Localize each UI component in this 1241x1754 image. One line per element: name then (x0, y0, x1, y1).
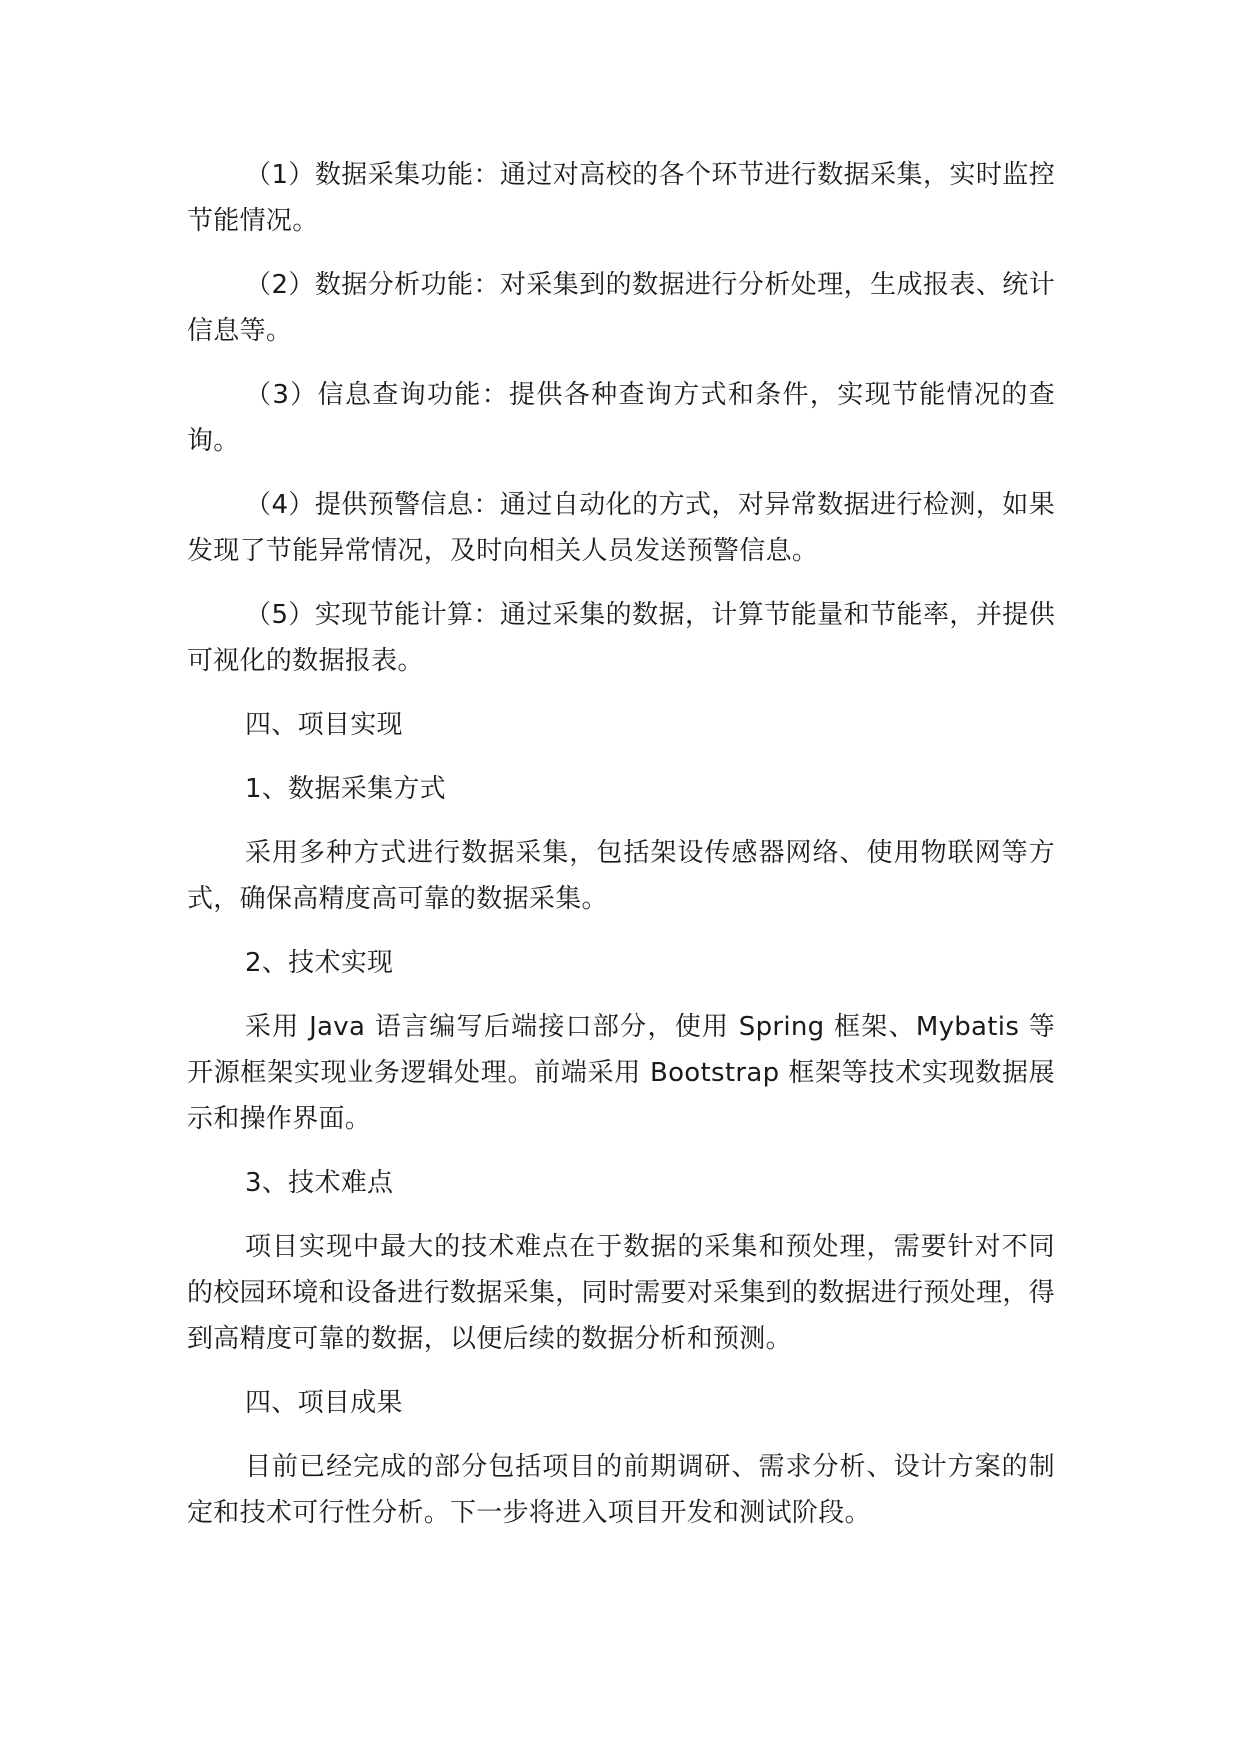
paragraph-tech-difficulty: 项目实现中最大的技术难点在于数据的采集和预处理，需要针对不同的校园环境和设备进行数据采集，同时需要对采集到的数据进行预处理，得到高精度可靠的数据，以便后续的数据分析和预测。 (187, 1232, 1055, 1354)
paragraph-data-collection: （1）数据采集功能：通过对高校的各个环节进行数据采集，实时监控节能情况。 (187, 160, 1055, 236)
subheading-tech-implementation: 2、技术实现 (245, 948, 394, 978)
paragraph-data-analysis: （2）数据分析功能：对采集到的数据进行分析处理，生成报表、统计信息等。 (187, 270, 1055, 346)
subheading-tech-difficulty: 3、技术难点 (245, 1168, 394, 1198)
paragraph-tech-implementation: 采用 Java 语言编写后端接口部分，使用 Spring 框架、Mybatis 等开源框架实现业务逻辑处理。前端采用 Bootstrap 框架等技术实现数据展示和操作界面。 (187, 1012, 1055, 1134)
paragraph-collection-method: 采用多种方式进行数据采集，包括架设传感器网络、使用物联网等方式，确保高精度高可靠的数据采集。 (187, 838, 1055, 914)
paragraph-warning-info: （4）提供预警信息：通过自动化的方式，对异常数据进行检测，如果发现了节能异常情况，及时向相关人员发送预警信息。 (187, 490, 1055, 566)
section-heading-results: 四、项目成果 (245, 1388, 403, 1418)
paragraph-results: 目前已经完成的部分包括项目的前期调研、需求分析、设计方案的制定和技术可行性分析。下一步将进入项目开发和测试阶段。 (187, 1452, 1055, 1528)
subheading-collection-method: 1、数据采集方式 (245, 774, 446, 804)
document-page (187, 152, 1055, 1554)
paragraph-info-query: （3）信息查询功能：提供各种查询方式和条件，实现节能情况的查询。 (187, 380, 1055, 456)
section-heading-implementation: 四、项目实现 (245, 710, 403, 740)
paragraph-energy-calc: （5）实现节能计算：通过采集的数据，计算节能量和节能率，并提供可视化的数据报表。 (187, 600, 1055, 676)
